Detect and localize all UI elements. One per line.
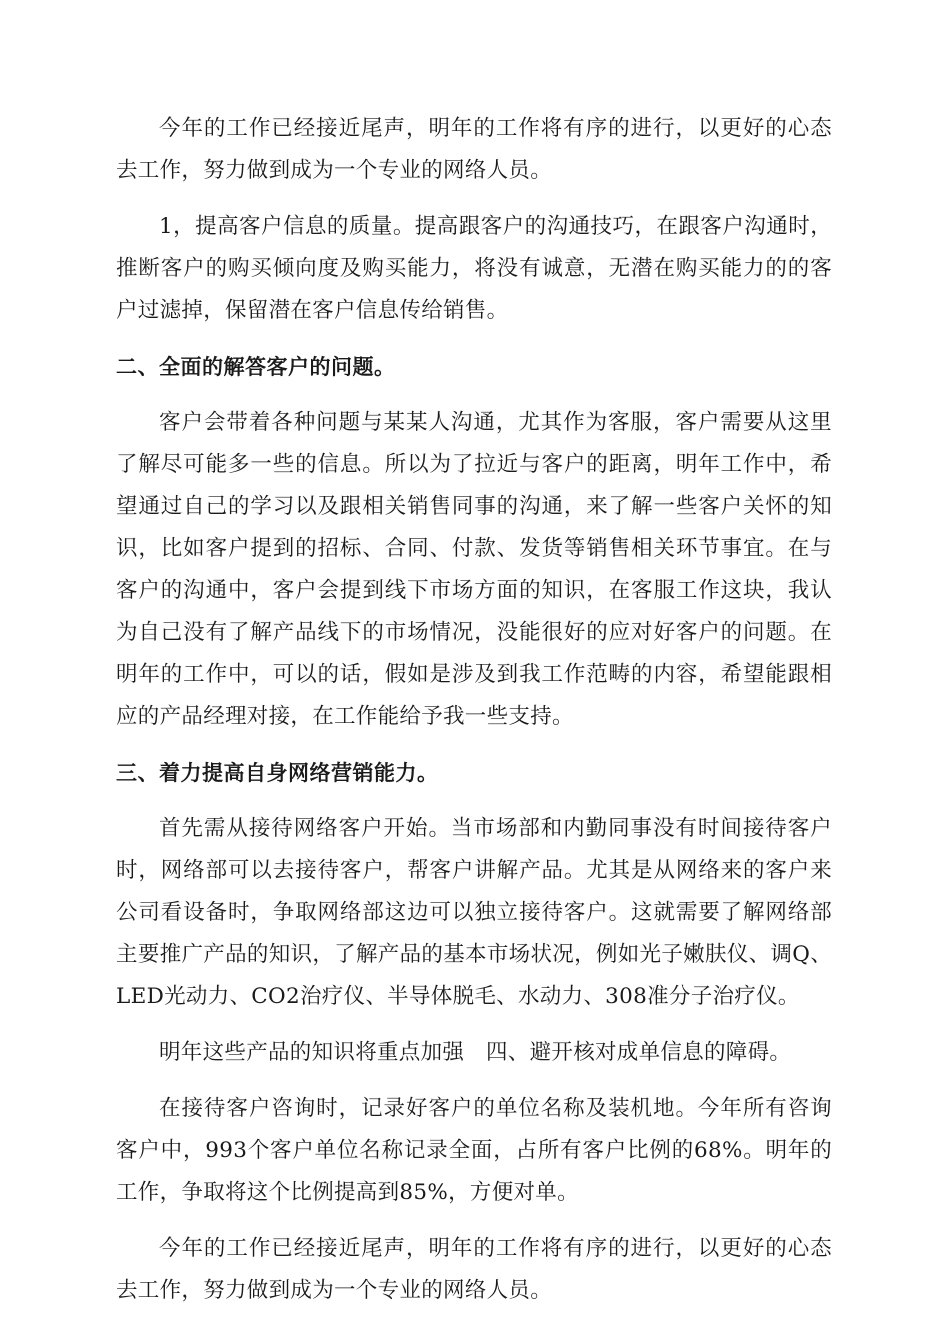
document-page [116,108,832,1326]
section-heading-2: 二、全面的解答客户的问题。 [116,355,396,379]
paragraph-section-4-lead: 明年这些产品的知识将重点加强 四、避开核对成单信息的障碍。 [159,1040,792,1065]
paragraph-section-4: 在接待客户咨询时，记录好客户的单位名称及装机地。今年所有咨询客户中，993个客户单位名称记录全面，占所有客户比例的68%。明年的工作，争取将这个比例提高到85%，方便对单。 [116,1096,832,1205]
paragraph-closing: 今年的工作已经接近尾声，明年的工作将有序的进行，以更好的心态去工作，努力做到成为一个专业的网络人员。 [116,1236,832,1303]
paragraph-section-2: 客户会带着各种问题与某某人沟通，尤其作为客服，客户需要从这里了解尽可能多一些的信息。所以为了拉近与客户的距离，明年工作中，希望通过自己的学习以及跟相关销售同事的沟通，来了解一些客户关怀的知识，比如客户提到的招标、合同、付款、发货等销售相关环节事宜。在与客户的沟通中，客户会提到线下市场方面的知识，在客服工作这块，我认为自己没有了解产品线下的市场情况，没能很好的应对好客户的问题。在明年的工作中，可以的话，假如是涉及到我工作范畴的内容，希望能跟相应的产品经理对接，在工作能给予我一些支持。 [116,410,832,729]
paragraph-section-3: 首先需从接待网络客户开始。当市场部和内勤同事没有时间接待客户时，网络部可以去接待客户，帮客户讲解产品。尤其是从网络来的客户来公司看设备时，争取网络部这边可以独立接待客户。这就需要了解网络部主要推广产品的知识，了解产品的基本市场状况，例如光子嫩肤仪、调Q、LED光动力、CO2治疗仪、半导体脱毛、水动力、308准分子治疗仪。 [116,816,832,1009]
paragraph-point-1: 1，提高客户信息的质量。提高跟客户的沟通技巧，在跟客户沟通时，推断客户的购买倾向度及购买能力，将没有诚意，无潜在购买能力的的客户过滤掉，保留潜在客户信息传给销售。 [116,214,832,323]
section-heading-3: 三、着力提高自身网络营销能力。 [116,761,439,785]
paragraph-intro: 今年的工作已经接近尾声，明年的工作将有序的进行，以更好的心态去工作，努力做到成为一个专业的网络人员。 [116,116,832,183]
